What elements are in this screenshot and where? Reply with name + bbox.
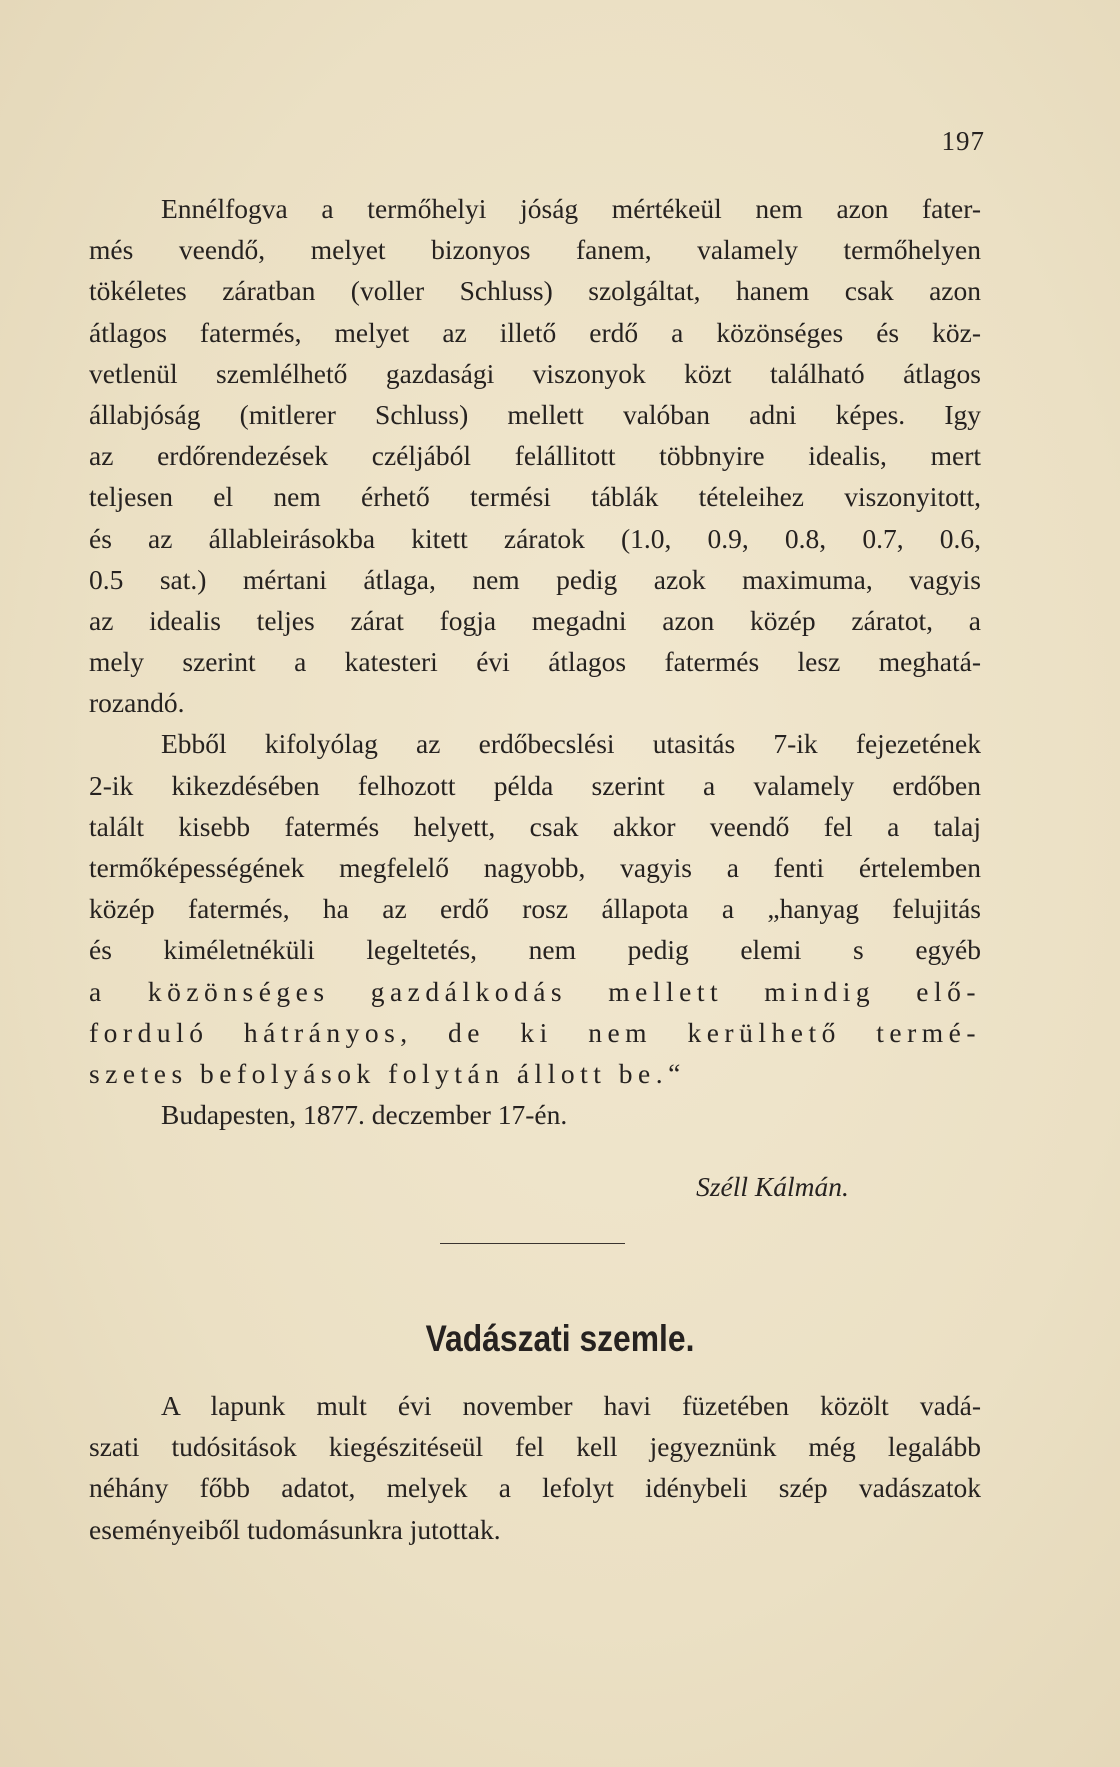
text-line: az erdőrendezések czéljából felállitott többnyire idealis, mert [89,440,981,472]
text-line: termőképességének megfelelő nagyobb, vagyis a fenti értelemben [89,852,981,883]
author-signature: Széll Kálmán. [696,1171,849,1202]
text-line: teljesen el nem érhető termési táblák tételeihez viszonyitott, [89,481,981,513]
text-line-spaced: a közönséges gazdálkodás mellett mindig elő- [89,975,981,1007]
text-line: néhány főbb adatot, melyek a lefolyt idénybeli szép vadászatok [89,1472,981,1504]
text-line-spaced: forduló hátrányos, de ki nem kerülhető termé- [89,1016,981,1048]
text-line: vetlenül szemlélhető gazdasági viszonyok közt található átlagos [89,357,981,389]
text-line: més veendő, melyet bizonyos fanem, valamely termőhelyen [89,234,981,266]
text-line-spaced: szetes befolyások folytán állott be.“ [89,1057,686,1089]
text-line: 0.5 sat.) mértani átlaga, nem pedig azok maximuma, vagyis [89,563,981,595]
section-text-block [89,1385,981,1550]
text-line: rozandó. [89,687,185,719]
text-line: az idealis teljes zárat fogja megadni azon közép záratot, a [89,604,981,636]
text-line: állabjóság (mitlerer Schluss) mellett valóban adni képes. Igy [89,398,981,430]
page-number: 197 [941,126,985,156]
text-line: és kiméletnéküli legeltetés, nem pedig elemi s egyéb [89,934,981,966]
section-divider [440,1243,625,1244]
text-line: eseményeiből tudomásunkra jutottak. [89,1513,501,1545]
text-line: Ennélfogva a termőhelyi jóság mértékeül nem azon fater- [161,193,981,224]
text-line: tökéletes záratban (voller Schluss) szolgáltat, hanem csak azon [89,275,981,307]
text-line: és az állableirásokba kitett záratok (1.0, 0.9, 0.8, 0.7, 0.6, [89,522,981,554]
text-line: átlagos fatermés, melyet az illető erdő a közönséges és köz- [89,316,981,348]
dateline: Budapesten, 1877. deczember 17-én. [161,1099,568,1131]
text-line: talált kisebb fatermés helyett, csak akkor veendő fel a talaj [89,810,981,842]
text-line: Ebből kifolyólag az erdőbecslési utasitás 7-ik fejezetének [161,728,981,760]
text-line: mely szerint a katesteri évi átlagos fatermés lesz meghatá- [89,646,981,678]
main-text-block [89,188,981,1135]
text-line: közép fatermés, ha az erdő rosz állapota a „hanyag felujitás [89,893,981,925]
text-line: 2-ik kikezdésében felhozott példa szerint a valamely erdőben [89,769,981,801]
text-line: szati tudósitások kiegészitéseül fel kell jegyeznünk még legalább [89,1431,981,1463]
section-heading: Vadászati szemle. [425,1318,695,1359]
text-line: A lapunk mult évi november havi füzetében közölt vadá- [161,1390,981,1421]
